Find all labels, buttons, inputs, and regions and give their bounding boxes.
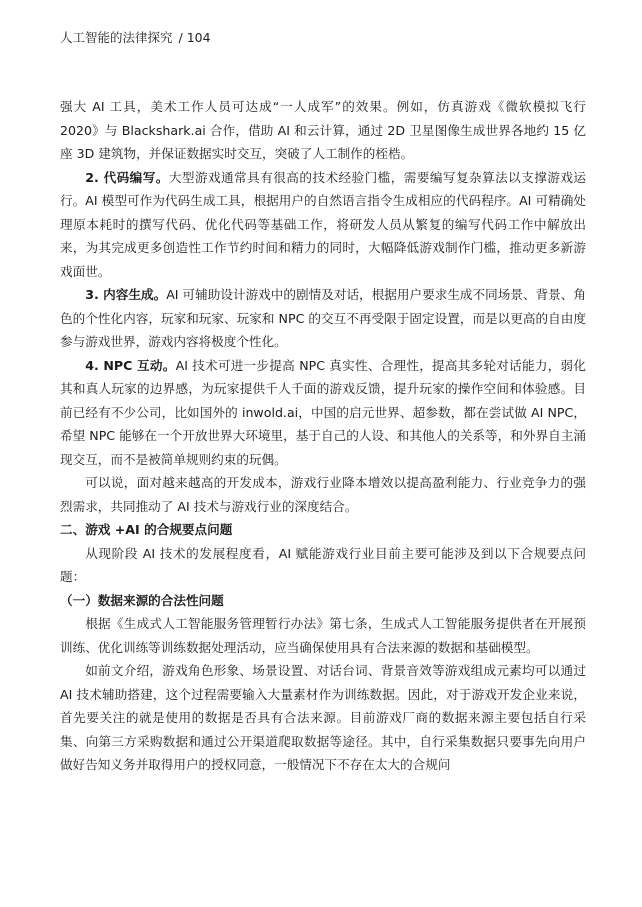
paragraph-regulation: 根据《生成式人工智能服务管理暂行办法》第七条，生成式人工智能服务提供者在开展预训练、优化训练等训练数据处理活动，应当确保使用具有合法来源的数据和基础模型。 xyxy=(60,616,586,655)
running-header xyxy=(60,28,211,46)
paragraph-summary: 可以说，面对越来越高的开发成本，游戏行业降本增效以提高盈利能力、行业竞争力的强烈需求，共同推动了 AI 技术与游戏行业的深度结合。 xyxy=(60,475,586,514)
subsection-heading: （一）数据来源的合法性问题 xyxy=(60,592,224,608)
paragraph-text: 大型游戏通常具有很高的技术经验门槛，需要编写复杂算法以支撑游戏运行。AI 模型可作为代码生成工具，根据用户的自然语言指令生成相应的代码程序。AI 可精确处理原本耗时的撰写代码、优化代码等基础工作，将研发人员从繁复的编写代码工作中解放出来，为其完成更多创造性工作节约时间和精力的同时，大幅降低游戏制作门槛，推动更多新游戏面世。 xyxy=(60,169,587,279)
paragraph-data-sources: 如前文介绍，游戏角色形象、场景设置、对话台词、背景音效等游戏组成元素均可以通过 AI 技术辅助搭建，这个过程需要输入大量素材作为训练数据。因此，对于游戏开发企业来说，首先要关注的就是使用的数据是否具有合法来源。目前游戏厂商的数据来源主要包括自行采集、向第三方采购数据和通过公开渠道爬取数据等途径。其中，自行采集数据只要事先向用户做好告知义务并取得用户的授权同意，一般情况下不存在太大的合规问 xyxy=(60,663,586,772)
page-number: / 104 xyxy=(178,30,211,45)
paragraph-text: AI 可辅助设计游戏中的剧情及对话，根据用户要求生成不同场景、背景、角色的个性化内容，玩家和玩家、玩家和 NPC 的交互不再受限于固定设置，而是以更高的自由度参与游戏世界，游戏内容将极度个性化。 xyxy=(60,287,586,349)
section-heading: 二、游戏 +AI 的合规要点问题 xyxy=(60,522,233,537)
paragraph-content-generation xyxy=(60,283,586,354)
paragraph-intro: 从现阶段 AI 技术的发展程度看，AI 赋能游戏行业目前主要可能涉及到以下合规要点问题： xyxy=(60,545,586,584)
paragraph-text: AI 技术可进一步提高 NPC 真实性、合理性，提高其多轮对话能力，弱化其和真人玩家的边界感，为玩家提供千人千面的游戏反馈，提升玩家的操作空间和体验感。目前已经有不少公司，比如国外的 inwold.ai，中国的启元世界、超参数，都在尝试做 AI NPC，希望 NPC 能够在一个开放世界大环境里，基于自己的人设、和其他人的关系等，和外界自主涌现交互，而不是被简单规则约束的玩偶。 xyxy=(60,357,586,467)
paragraph-lead: 4. NPC 互动。 xyxy=(85,357,176,373)
book-title: 人工智能的法律探究 xyxy=(60,30,173,45)
paragraph-npc-interaction xyxy=(60,354,586,472)
paragraph-ai-art-tools: 强大 AI 工具，美术工作人员可达成“一人成军”的效果。例如，仿真游戏《微软模拟飞行 2020》与 Blackshark.ai 合作，借助 AI 和云计算，通过 2D 卫星图像生成世界各地约 15 亿座 3D 建筑物，并保证数据实时交互，突破了人工制作的桎梏。 xyxy=(60,99,586,161)
paragraph-lead: 2. 代码编写。 xyxy=(85,169,169,185)
paragraph-code-writing xyxy=(60,166,586,284)
page-body xyxy=(60,95,586,777)
paragraph-lead: 3. 内容生成。 xyxy=(85,287,167,302)
